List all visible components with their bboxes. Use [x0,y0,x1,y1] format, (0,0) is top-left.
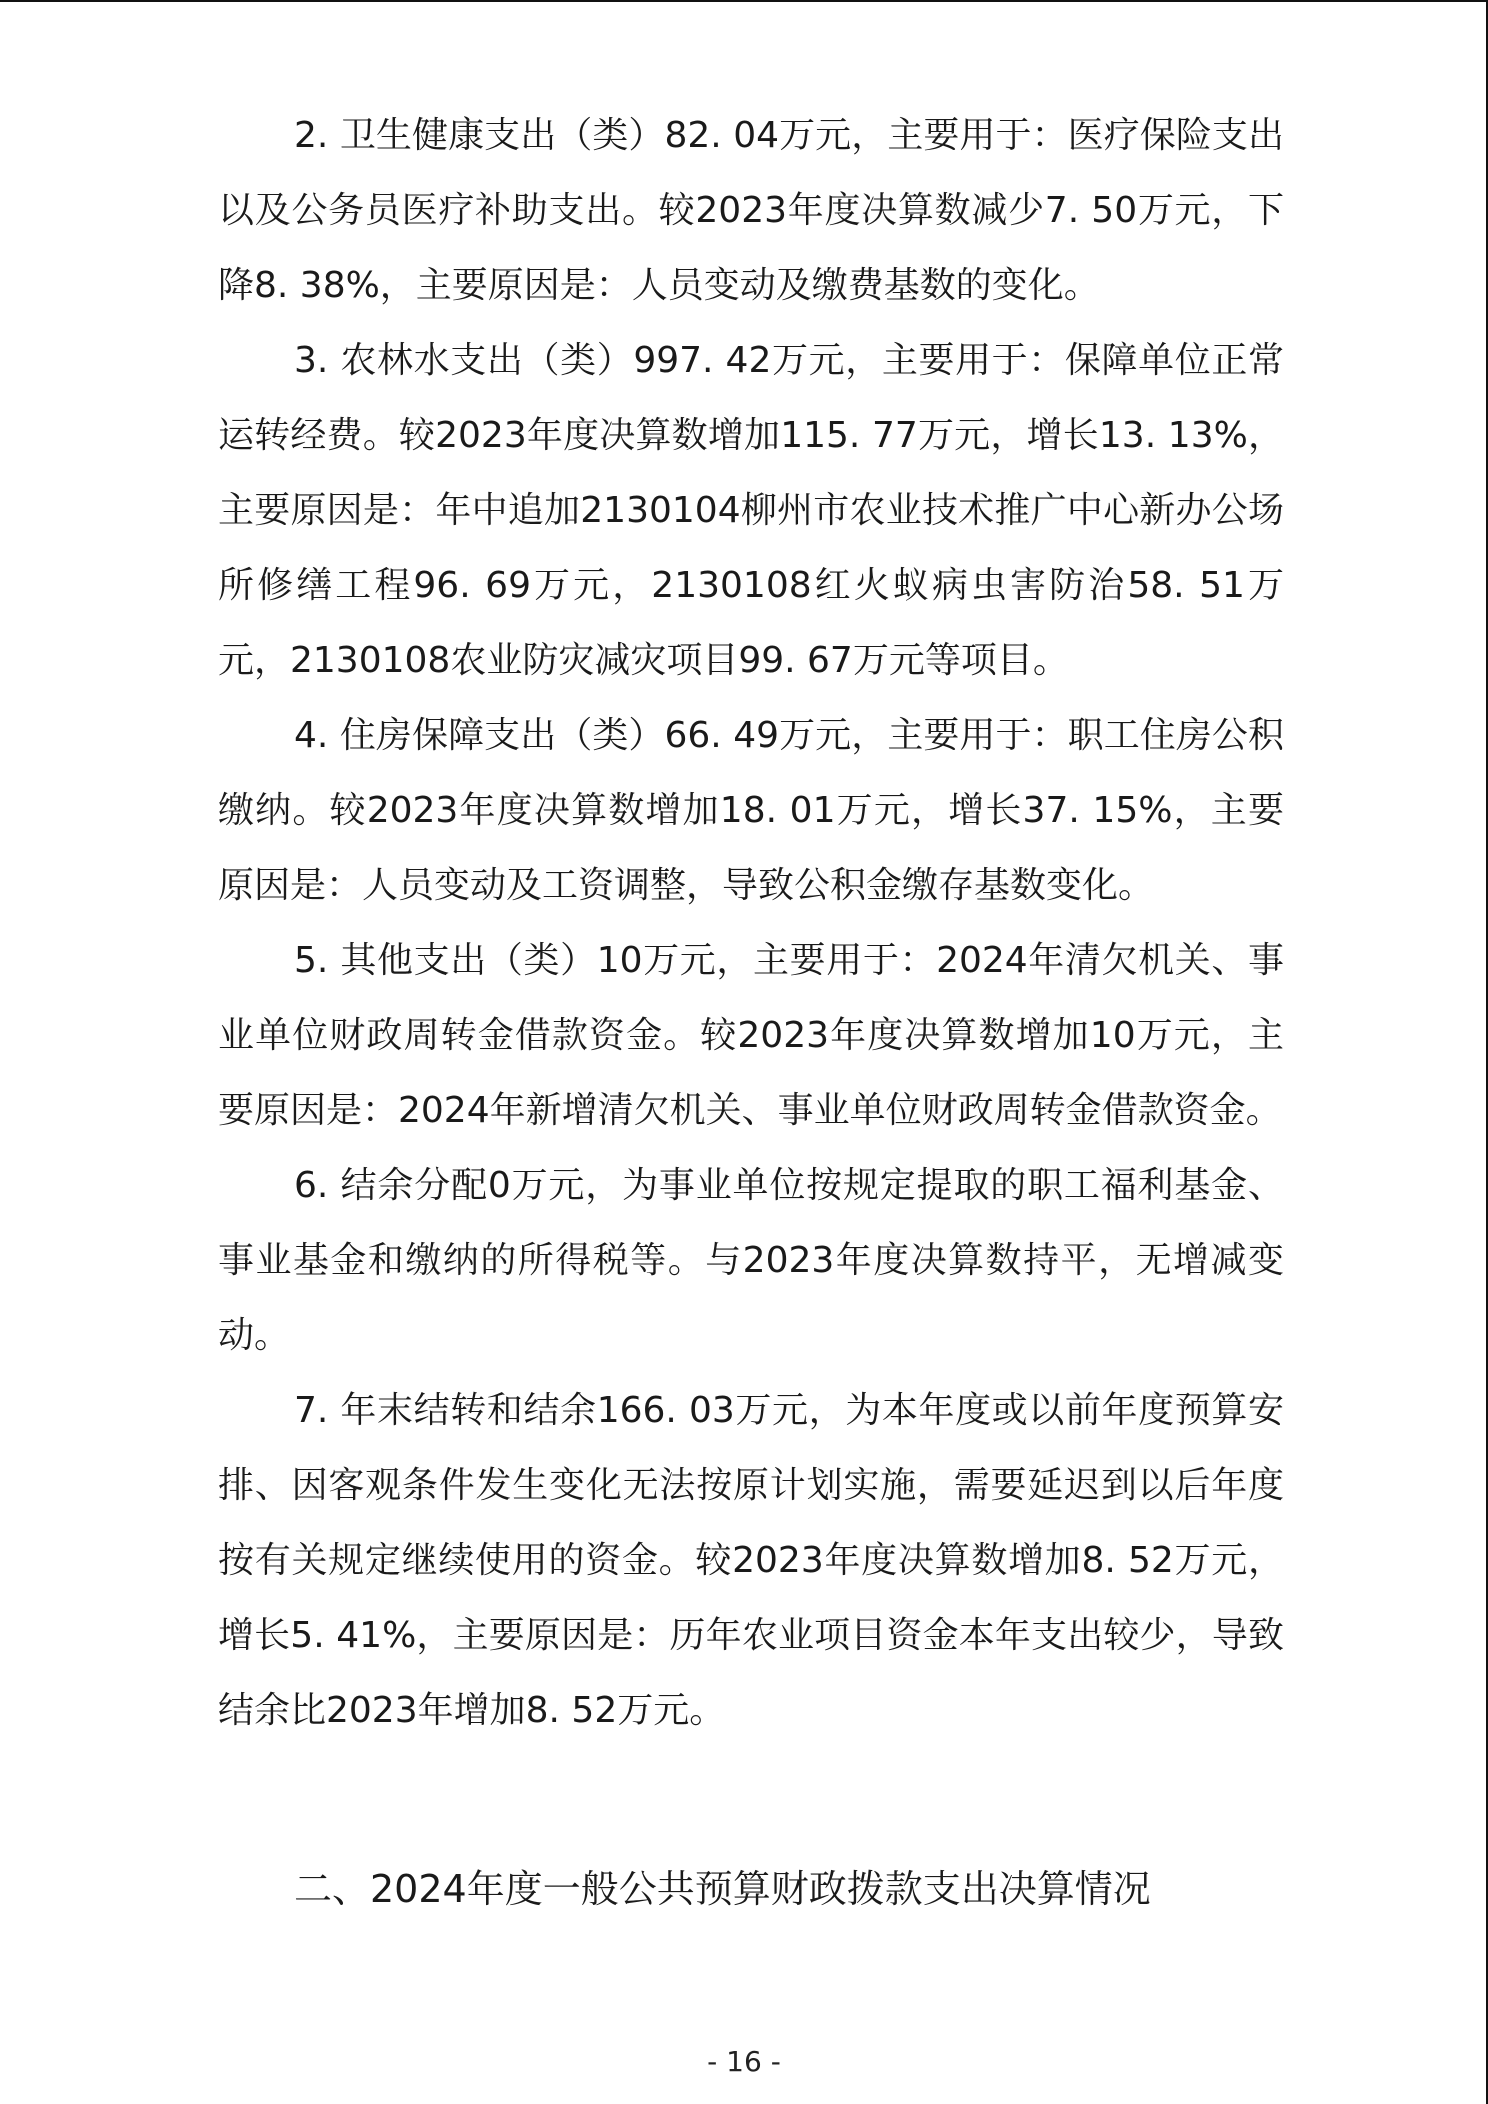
paragraph-housing-expenditure: 4. 住房保障支出（类）66. 49万元，主要用于：职工住房公积缴纳。较2023年度决算数增加18. 01万元，增长37. 15%，主要原因是：人员变动及工资调整，导致公积金缴存基数变化。 [218,715,1284,906]
paragraph-year-end-balance: 7. 年末结转和结余166. 03万元，为本年度或以前年度预算安排、因客观条件发生变化无法按原计划实施，需要延迟到以后年度按有关规定继续使用的资金。较2023年度决算数增加8. 52万元，增长5. 41%，主要原因是：历年农业项目资金本年支出较少，导致结余比2023年增加8. 52万元。 [218,1390,1284,1731]
paragraph-health-expenditure: 2. 卫生健康支出（类）82. 04万元，主要用于：医疗保险支出以及公务员医疗补助支出。较2023年度决算数减少7. 50万元，下降8. 38%，主要原因是：人员变动及缴费基数的变化。 [218,115,1284,306]
paragraph-agriculture-expenditure: 3. 农林水支出（类）997. 42万元，主要用于：保障单位正常运转经费。较2023年度决算数增加115. 77万元，增长13. 13%，主要原因是：年中追加2130104柳州市农业技术推广中心新办公场所修缮工程96. 69万元，2130108红火蚁病虫害防治58. 51万元，2130108农业防灾减灾项目99. 67万元等项目。 [218,340,1284,681]
paragraph-other-expenditure: 5. 其他支出（类）10万元，主要用于：2024年清欠机关、事业单位财政周转金借款资金。较2023年度决算数增加10万元，主要原因是：2024年新增清欠机关、事业单位财政周转金借款资金。 [218,940,1284,1131]
page-number: - 16 - [707,2045,781,2078]
section-heading: 二、2024年度一般公共预算财政拨款支出决算情况 [294,1867,1151,1911]
document-body [218,98,1284,1748]
paragraph-surplus-distribution: 6. 结余分配0万元，为事业单位按规定提取的职工福利基金、事业基金和缴纳的所得税等。与2023年度决算数持平，无增减变动。 [218,1165,1284,1356]
page-border-top [0,0,1488,2]
